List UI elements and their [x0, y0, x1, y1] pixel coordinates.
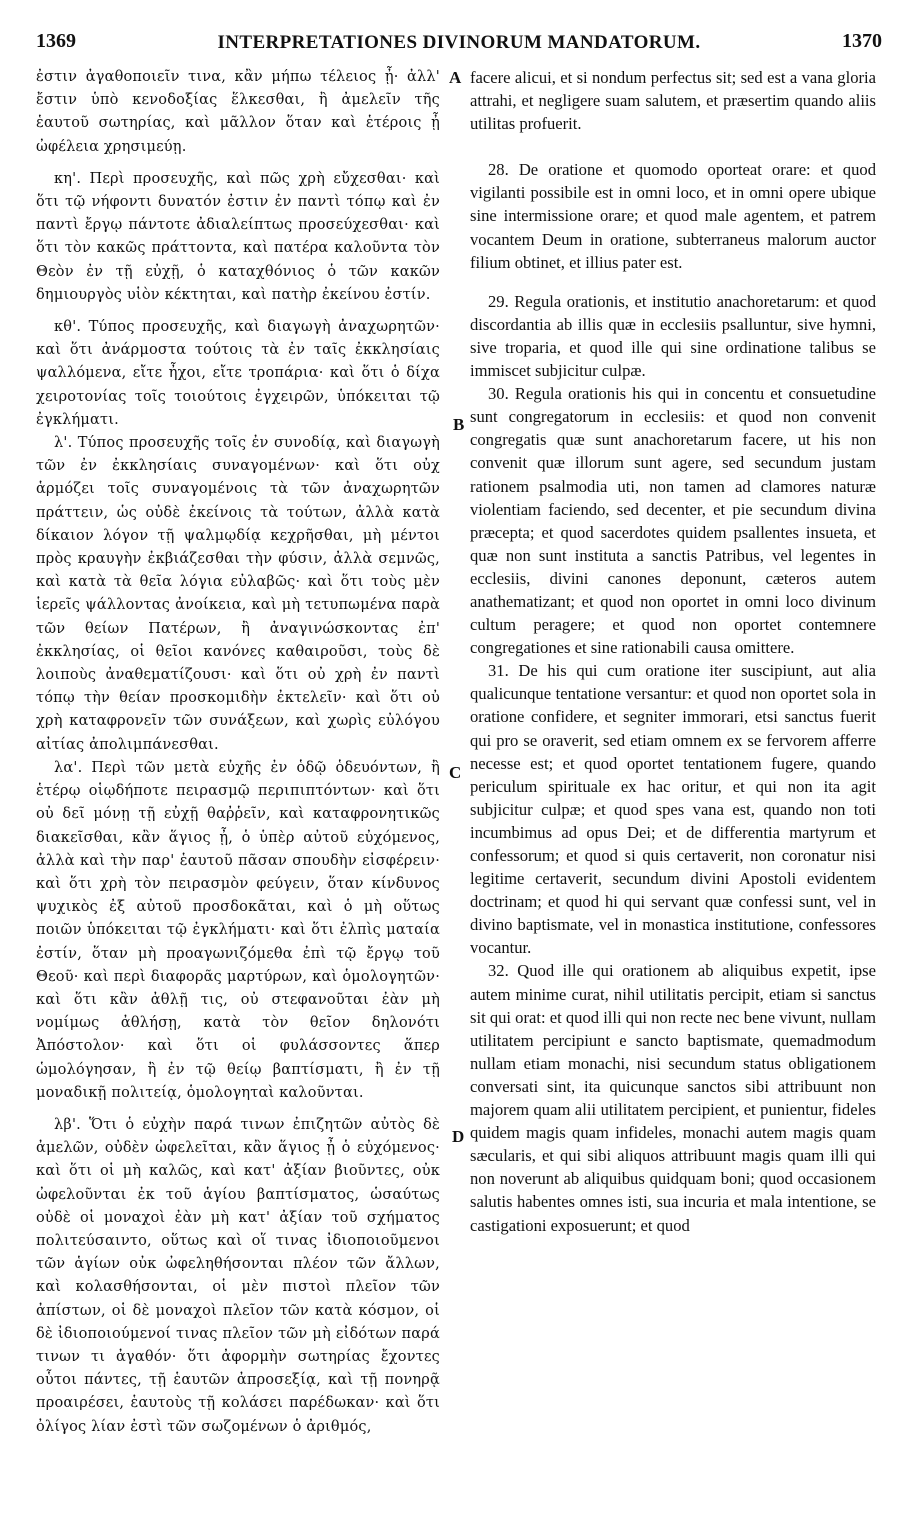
greek-paragraph-30: λ'. Τύπος προσευχῆς τοῖς ἐν συνοδίᾳ, καὶ διαγωγὴ τῶν ἐν ἐκκλησίαις συναγομένων· καὶ ὅτι οὐχ ἁρμόζει τοῖς συναγομένοις τὰ τῶν ἀναχωρητῶν πράττειν, ὡς οὐδὲ ἐκείνοις τὰ τούτων, ἀλλὰ κατὰ δίκαιον λόγον τῇ ψαλμῳδίᾳ κεχρῆσθαι, μὴ μέντοι πρὸς κραυγὴν ἐκβιάζεσθαι τὴν φύσιν, ἀλλὰ σεμνῶς, καὶ κατὰ τὰ θεῖα λόγια εὐλαβῶς· καὶ ὅτι τοὺς μὲν ἱερεῖς ψάλλοντας ἀνοίκεια, καὶ μὴ τετυπωμένα παρὰ τῶν θείων Πατέρων, ἢ ἀναγινώσκοντας ἐπ' ἐκκλησίας, οἱ θεῖοι κανόνες καθαιροῦσι, τοὺς δὲ λοιποὺς ἀναθεματίζουσι· καὶ ὅτι οὐ χρὴ ἐν παντὶ τόπῳ τὴν θείαν προσκομιδὴν ἐκτελεῖν· καὶ ὅτι οὐ χρὴ καταφρονεῖν τῶν συνάξεων, καὶ χωρὶς εὐλόγου αἰτίας ἀπολιμπάνεσθαι.	[36, 435, 440, 753]
latin-paragraph-continuation: facere alicui, et si nondum perfectus sit; sed est a vana gloria attrahi, et negligere suam salutem, et præsertim quando aliis utilitas profuerit.	[470, 68, 876, 134]
margin-marker-c: C	[449, 763, 462, 782]
running-title: INTERPRETATIONES DIVINORUM MANDATORUM.	[217, 32, 701, 53]
latin-paragraph-30: 30. Regula orationis his qui in concentu et consuetudine sunt congregatorum in ecclesiis: et quod non convenit congregatis quæ sunt anachoretarum facere, ut his non convenit quæ illorum sunt agere, sed secundum justam rationem psalmodia uti, non tamen ad clamores naturæ violentiam faciendo, sed decenter, et pie secundum divina præcepta; et quod sacerdotes quidem psallentes insueta, et quæ non sunt instituta a sanctis Patribus, vel legentes in ecclesiis, divini canones deponunt, cæteros autem anathematizant; et quod non oportet in omni loco divinum cultum peragere; et quod non oportet contemnere congregationes et sine rationabili causa omittere.	[470, 384, 876, 658]
latin-column	[470, 66, 876, 1237]
margin-marker-b: B	[453, 415, 465, 434]
margin-marker-a: A	[449, 68, 462, 87]
greek-paragraph-31: λα'. Περὶ τῶν μετὰ εὐχῆς ἐν ὁδῷ ὁδευόντων, ἢ ἑτέρῳ οἱῳδήποτε πειρασμῷ περιπιπτόντων· καὶ ὅτι οὐ δεῖ μόνῃ τῇ εὐχῇ θαῤῥεῖν, καὶ καταφρονητικῶς διακεῖσθαι, κἂν ἅγιος ᾖ, ὁ ὑπὲρ αὐτοῦ εὐχόμενος, ἀλλὰ καὶ τὴν παρ' ἑαυτοῦ πᾶσαν σπουδὴν εἰσφέρειν· καὶ ὅτι χρὴ τὸν πειρασμὸν φεύγειν, ὅταν κίνδυνος ψυχικὸς ἐξ αὐτοῦ προσδοκᾶται, καὶ ὁ μὴ οὕτως ποιῶν ὑπόκειται τῷ ἐγκλήματι· καὶ ὅτι ἐλπὶς ματαία ἐστίν, ὅταν μὴ προαγωνιζόμεθα ἐπὶ τῷ ἔργῳ τοῦ Θεοῦ· καὶ περὶ διαφορᾶς μαρτύρων, καὶ ὁμολογητῶν· καὶ ὅτι κἂν ἀθλῇ τις, οὐ στεφανοῦται ἐὰν μὴ νομίμως ἀθλήσῃ, κατὰ τὸν θεῖον δηλονότι Ἀπόστολον· καὶ ὅτι οἱ φυλάσσοντες ἅπερ ὡμολόγησαν, ἢ ἐν τῷ θείῳ βαπτίσματι, ἢ ἐν τῇ μοναδικῇ πολιτείᾳ, ὁμολογηταὶ καλοῦνται.	[36, 759, 440, 1101]
latin-paragraph-29: 29. Regula orationis, et institutio anachoretarum: et quod discordantia ab illis quæ in ecclesiis psalluntur, sive hymni, sive troparia, et quod ille qui sine ordinatione talibus se immiscet subjicitur culpæ.	[470, 291, 876, 381]
greek-paragraph-28: κη'. Περὶ προσευχῆς, καὶ πῶς χρὴ εὔχεσθαι· καὶ ὅτι τῷ νήφοντι δυνατόν ἐστιν ἐν παντὶ τόπῳ καὶ ἐν παντὶ ἔργῳ πάντοτε ἀδιαλείπτως προσεύχεσθαι· καὶ ὅτι τὸν κακῶς πράττοντα, καὶ πατέρα καλοῦντα τὸν Θεὸν ἐν τῇ εὐχῇ, ὁ καταχθόνιος ὁ τῶν κακῶν δημιουργὸς υἱὸν κέκτηται, καὶ πατὴρ ἐκείνου ἐστίν.	[36, 170, 440, 303]
latin-paragraph-28: 28. De oratione et quomodo oporteat orare: et quod vigilanti possibile est in omni loco, et in omni opere ubique sine intermissione orare; et quod male agentem, et patrem vocantem Deum in oratione, subterraneus malorum auctor filium obtinet, et illius pater est.	[470, 160, 876, 272]
latin-paragraph-31: 31. De his qui cum oratione iter suscipiunt, aut alia qualicunque tentatione versantur: et quod non oportet sola in oratione confidere, et segniter immorari, etsi sanctus fuerit qui pro se oraverit, sed etiam omnem ex se fervorem afferre necesse est; et quod oportet tentationem fugere, quando periculum spirituale ex hac oritur, et qui non ita agit subjicitur culpæ; et quod spes vana est, quando non toti incumbimus ad opus Dei; et de differentia martyrum et confessorum; et quod si quis certaverit, non coronatur nisi legitime certaverit, secundum divini Apostoli evidentem doctrinam; et quod hi qui servant quæ confessi sunt, vel in divino baptismate, vel in monastica institutione, confessores vocantur.	[470, 661, 876, 958]
page-header	[36, 30, 882, 58]
latin-paragraph-32: 32. Quod ille qui orationem ab aliquibus expetit, ipse autem minime curat, nihil utilitatis percipit, etiam si sanctus sit qui orat: et quod illi qui non recte nec bene vivunt, nullam utilitatem percipiunt e sancto baptismate, quemadmodum nullam etiam monachi, nisi secundum status obligationem conversati sint, ita quicunque sanctos sibi attribuunt non majorem quam alii utilitatem percipient, et punientur, fideles quidem magis quam infideles, monachi autem magis quam sæcularis, et qui sibi aliquos attribuunt magis quam illi qui non noverunt ab aliquibus quidquam boni; quod occasionem salutis habentes omnes isti, sua incuria et mala intentione, se castigationi exposuerunt; et quod	[470, 961, 876, 1235]
page-number-right: 1370	[842, 30, 882, 52]
greek-paragraph-continuation: ἐστιν ἀγαθοποιεῖν τινα, κἂν μήπω τέλειος ᾖ· ἀλλ' ἔστιν ὑπὸ κενοδοξίας ἕλκεσθαι, ἢ ἀμελεῖν τῆς ἑαυτοῦ σωτηρίας, καὶ μᾶλλον ὅταν καὶ ἑτέροις ᾖ ὠφέλεια χρησιμεύῃ.	[36, 69, 440, 155]
greek-column	[36, 66, 440, 1439]
page-number-left: 1369	[36, 30, 76, 52]
margin-marker-d: D	[452, 1127, 465, 1146]
greek-paragraph-29: κθ'. Τύπος προσευχῆς, καὶ διαγωγὴ ἀναχωρητῶν· καὶ ὅτι ἀνάρμοστα τούτοις τὰ ἐν ταῖς ἐκκλησίαις ψαλλόμενα, εἴτε ἦχοι, εἴτε τροπάρια· καὶ ὅτι ὁ δίχα χειροτονίας τοῖς τοιούτοις ἐγχειρῶν, ὑπόκειται τῷ ἐγκλήματι.	[36, 319, 440, 428]
greek-paragraph-32: λβ'. Ὅτι ὁ εὐχὴν παρά τινων ἐπιζητῶν αὐτὸς δὲ ἀμελῶν, οὐδὲν ὠφελεῖται, κἂν ἅγιος ᾖ ὁ εὐχόμενος· καὶ ὅτι οἱ μὴ καλῶς, καὶ κατ' ἀξίαν βιοῦντες, οὐκ ὠφελοῦνται ἐκ τοῦ ἁγίου βαπτίσματος, ὡσαύτως οὐδὲ οἱ μοναχοὶ ἐὰν μὴ κατ' ἀξίαν τοῦ σχήματος πολιτεύσαιντο, οὕτως καὶ οἵ τινας ἰδιοποιοῦμενοι τῶν ἁγίων οὐκ ὠφεληθήσονται πλέον τῶν ἄλλων, καὶ κολασθήσονται, οἱ μὲν πιστοὶ πλεῖον τῶν ἀπίστων, οἱ δὲ μοναχοὶ πλεῖον τῶν κατὰ κόσμον, οἱ δὲ ἰδιοποιούμενοί τινας πλεῖον τῶν μὴ εἰδότων παρά τινων τι ἀγαθόν· ὅτι ἀφορμὴν σωτηρίας ἔχοντες οὗτοι πάντες, τῇ ἑαυτῶν ἀπροσεξίᾳ, καὶ τῇ πονηρᾷ προαιρέσει, ἑαυτοὺς τῇ κολάσει παρέδωκαν· καὶ ὅτι ὀλίγος λίαν ἐστὶ τῶν σωζομένων ὁ ἀριθμός,	[36, 1116, 440, 1435]
